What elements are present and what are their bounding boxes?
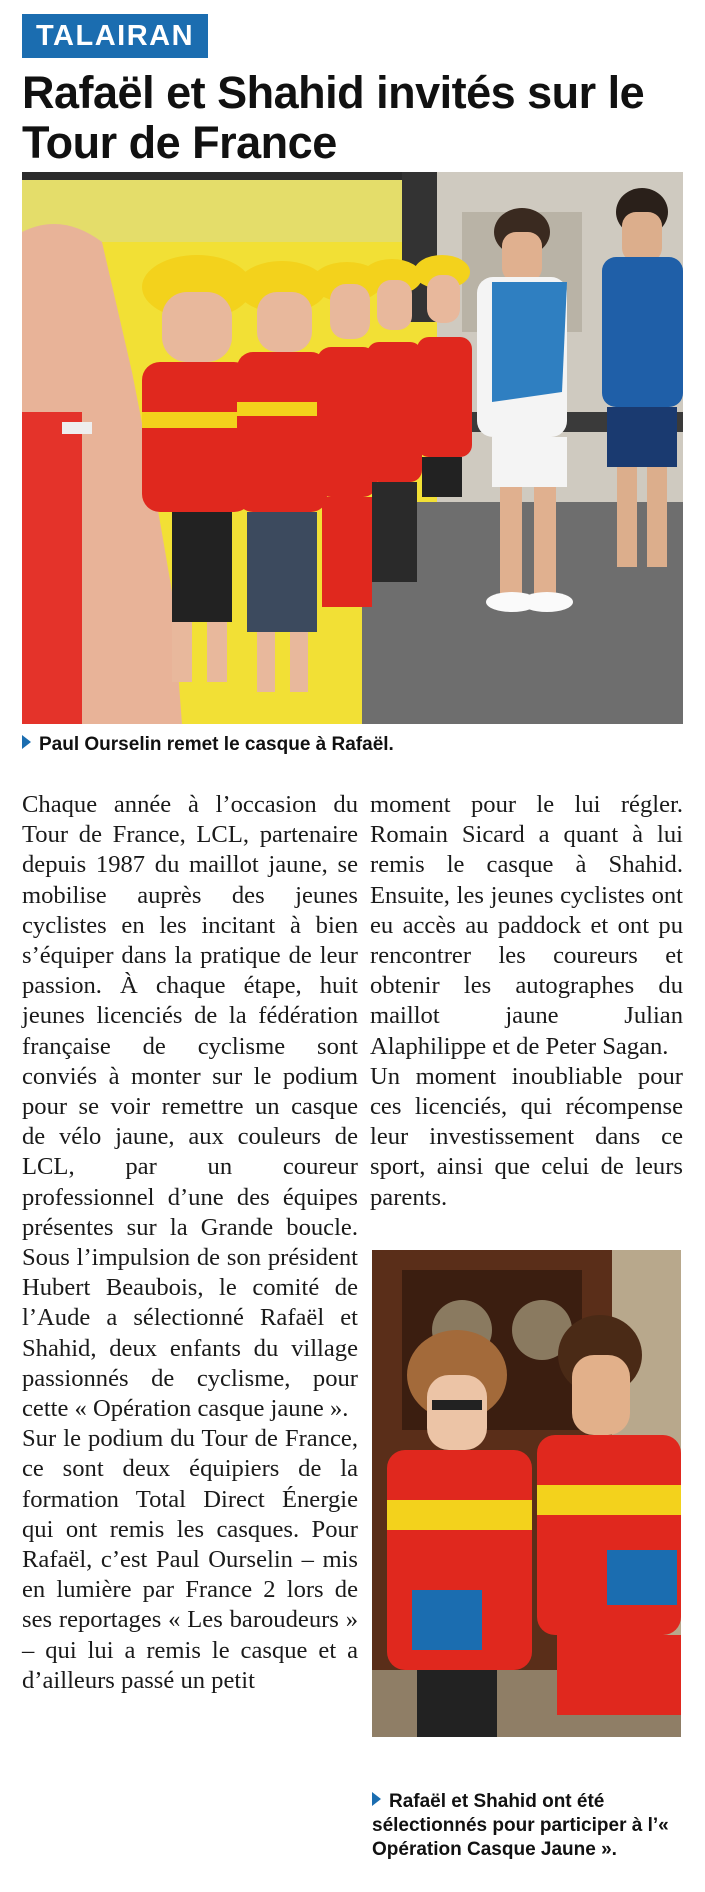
- photo-podium-ceremony: [22, 172, 683, 724]
- photo-two-boys: [372, 1250, 681, 1737]
- photo-caption-boys: [372, 1790, 684, 1862]
- photo-caption-podium: [22, 733, 682, 756]
- photo-caption-boys-text: Rafaël et Shahid ont été sélectionnés pour participer à l’« Opération Casque Jaune ».: [372, 1791, 669, 1860]
- photo-two-boys-image: [372, 1250, 681, 1737]
- headline: Rafaël et Shahid invités sur le Tour de France: [22, 67, 645, 168]
- article-paragraph: Chaque année à l’occasion du Tour de France, LCL, partenaire depuis 1987 du maillot jaune, se mobilise auprès des jeunes cyclistes en les incitant à bien s’équiper dans la pratique de leur passion. À chaque étape, huit jeunes licenciés de la fédération française de cyclisme sont conviés à monter sur le podium pour se voir remettre un casque de vélo jaune, aux couleurs de LCL, par un coureur professionnel d’une des équipes présentes sur la Grande boucle. Sous l’impulsion de son président Hubert Beaubois, le comité de l’Aude a sélectionné Rafaël et Shahid, deux enfants du village passionnés de cyclisme, pour cette « Opération casque jaune ».: [22, 791, 358, 1423]
- photo-caption-podium-text: Paul Ourselin remet le casque à Rafaël.: [39, 734, 394, 755]
- article-column-1: [22, 790, 358, 1696]
- caption-marker-icon: [372, 1792, 381, 1806]
- photo-podium-ceremony-image: [22, 172, 683, 724]
- caption-marker-icon: [22, 735, 31, 749]
- article-paragraph: Sur le podium du Tour de France, ce sont deux équipiers de la formation Total Direct Énergie qui ont remis les casques. Pour Rafaël, c’est Paul Ourselin – mis en lumière par France 2 lors de ses reportages « Les baroudeurs » – qui lui a remis le casque et a d’ailleurs passé un petit: [22, 1425, 358, 1694]
- article-column-2: [370, 790, 683, 1213]
- article-paragraph: moment pour le lui régler. Romain Sicard a quant à lui remis le casque à Shahid. Ensuite, les jeunes cyclistes ont eu accès au paddock et ont pu rencontrer les coureurs et obtenir les autographes du maillot jaune Julian Alaphilippe et de Peter Sagan.: [370, 791, 683, 1060]
- article-paragraph: Un moment inoubliable pour ces licenciés, qui récompense leur investissement dans ce sport, ainsi que celui de leurs parents.: [370, 1062, 683, 1211]
- section-tag: TALAIRAN: [22, 14, 208, 58]
